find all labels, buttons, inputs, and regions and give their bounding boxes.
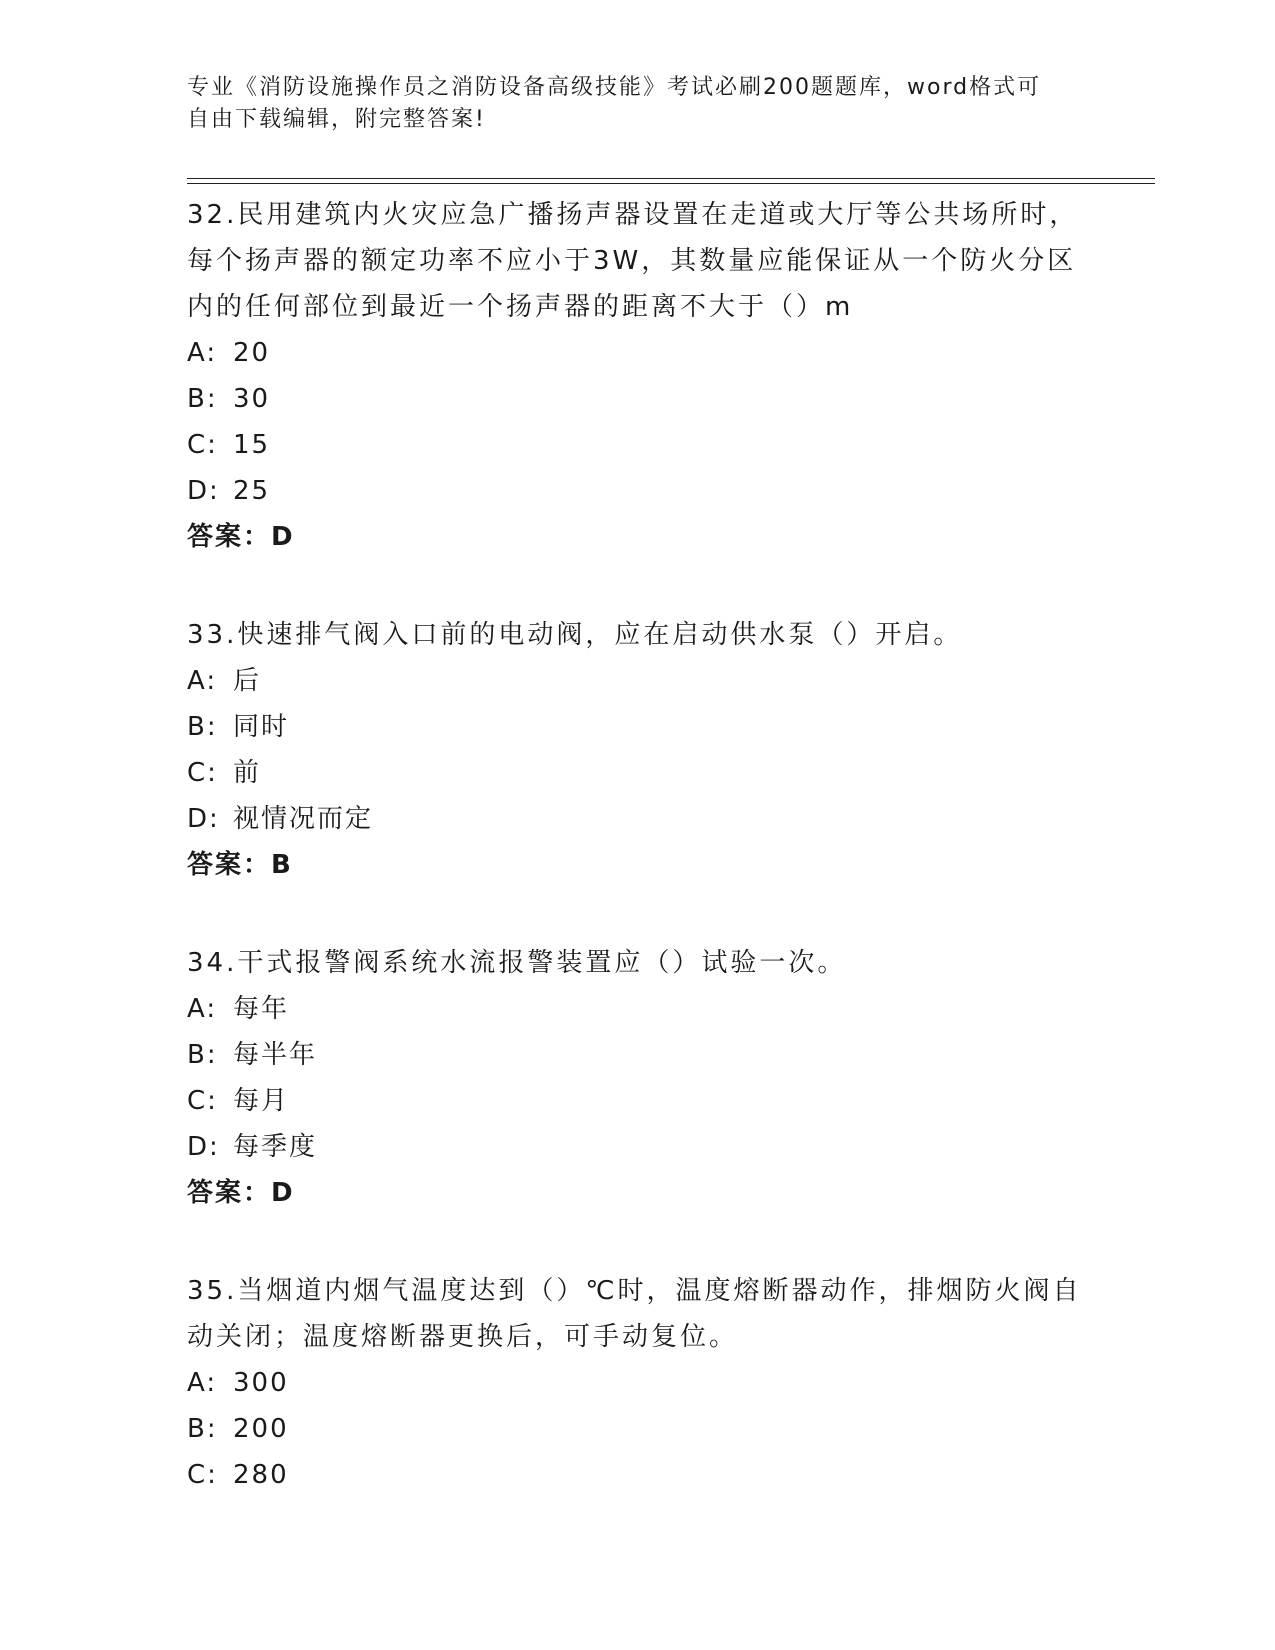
option-a: [187, 1360, 1087, 1406]
option-text: 每半年: [233, 1040, 318, 1070]
question-stem: 34.干式报警阀系统水流报警装置应（）试验一次。: [187, 948, 847, 978]
option-b: [187, 1406, 1087, 1452]
option-text: 前: [233, 758, 262, 788]
option-letter: C:: [187, 1460, 218, 1490]
option-text: 30: [233, 384, 271, 414]
option-d: [187, 1124, 1087, 1170]
option-text: 300: [233, 1368, 289, 1398]
question-stem: 35.当烟道内烟气温度达到（）℃时，温度熔断器动作，排烟防火阀自动关闭；温度熔断器更换后，可手动复位。: [187, 1276, 1082, 1352]
option-letter: A:: [187, 666, 218, 696]
header-line-2: 自由下载编辑，附完整答案!: [187, 107, 486, 132]
option-text: 25: [233, 476, 271, 506]
question-stem: 33.快速排气阀入口前的电动阀，应在启动供水泵（）开启。: [187, 620, 963, 650]
question-32: [187, 192, 1087, 560]
option-text: 视情况而定: [233, 804, 374, 834]
option-text: 后: [233, 666, 262, 696]
option-text: 15: [233, 430, 271, 460]
option-b: [187, 704, 1087, 750]
option-b: [187, 1032, 1087, 1078]
question-34: [187, 940, 1087, 1216]
option-c: [187, 422, 1087, 468]
header-line-1: 专业《消防设施操作员之消防设备高级技能》考试必刷200题题库，word格式可: [187, 75, 1042, 100]
option-d: [187, 796, 1087, 842]
option-a: [187, 658, 1087, 704]
option-d: [187, 468, 1087, 514]
answer-label: 答案：B: [187, 850, 293, 880]
option-c: [187, 1452, 1087, 1498]
option-text: 每季度: [233, 1132, 318, 1162]
option-letter: A:: [187, 1368, 218, 1398]
option-text: 同时: [233, 712, 290, 742]
option-text: 每年: [233, 994, 290, 1024]
option-letter: B:: [187, 1414, 218, 1444]
option-a: [187, 330, 1087, 376]
option-b: [187, 376, 1087, 422]
question-33: [187, 612, 1087, 888]
option-c: [187, 750, 1087, 796]
option-letter: A:: [187, 994, 218, 1024]
option-text: 280: [233, 1460, 289, 1490]
question-list: [187, 192, 1087, 1550]
option-letter: C:: [187, 758, 218, 788]
option-a: [187, 986, 1087, 1032]
option-letter: A:: [187, 338, 218, 368]
option-letter: B:: [187, 384, 218, 414]
question-35: [187, 1268, 1087, 1498]
option-text: 200: [233, 1414, 289, 1444]
option-text: 20: [233, 338, 271, 368]
document-header: [187, 72, 1087, 136]
question-stem: 32.民用建筑内火灾应急广播扬声器设置在走道或大厅等公共场所时，每个扬声器的额定功率不应小于3W，其数量应能保证从一个防火分区内的任何部位到最近一个扬声器的距离不大于（）m: [187, 200, 1079, 322]
option-letter: D:: [187, 804, 220, 834]
header-divider-top: [187, 178, 1155, 179]
option-letter: C:: [187, 1086, 218, 1116]
answer-label: 答案：D: [187, 522, 295, 552]
answer-label: 答案：D: [187, 1178, 295, 1208]
option-letter: D:: [187, 476, 220, 506]
option-letter: C:: [187, 430, 218, 460]
option-letter: D:: [187, 1132, 220, 1162]
option-letter: B:: [187, 1040, 218, 1070]
option-text: 每月: [233, 1086, 290, 1116]
option-c: [187, 1078, 1087, 1124]
option-letter: B:: [187, 712, 218, 742]
header-divider-bottom: [187, 183, 1155, 184]
